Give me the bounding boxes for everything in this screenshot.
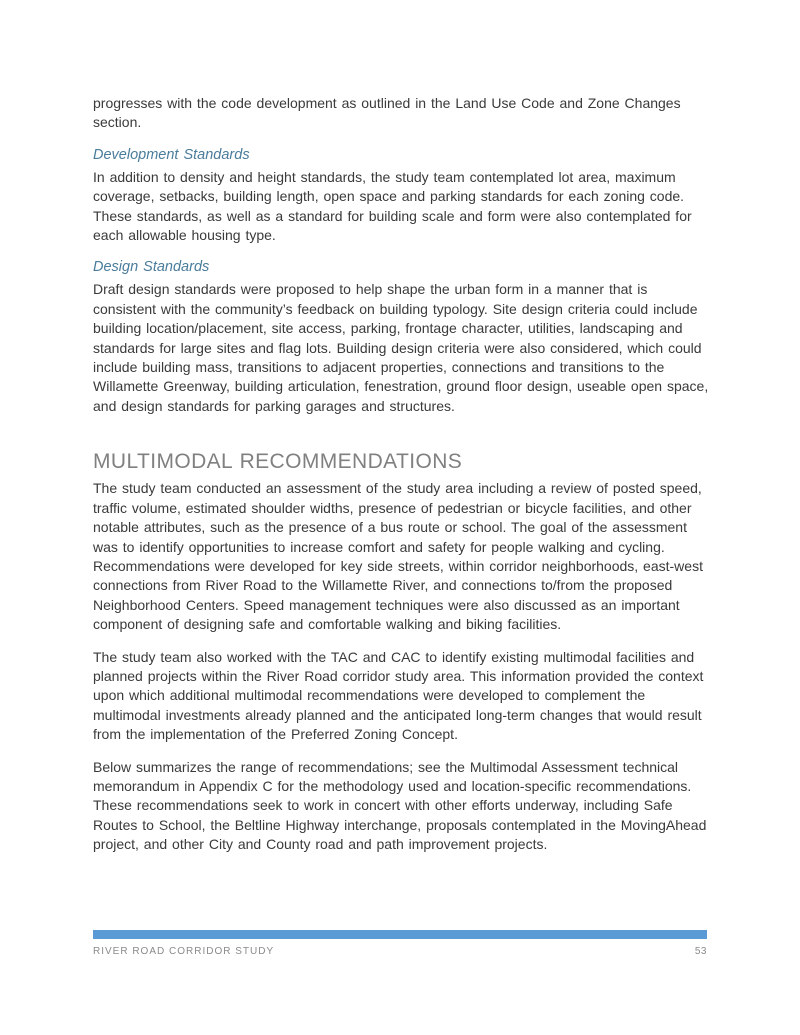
- subsection-heading-development-standards: Development Standards: [93, 146, 250, 163]
- body-paragraph-design-standards: Draft design standards were proposed to help shape the urban form in a manner that is consistent with the community’s feedback on building typology. Site design criteria could include building location/placement, site access, parking, frontage character, utilities, landscaping and standards for large sites and flag lots. Building design criteria were also considered, which could include building mass, transitions to adjacent properties, connections and transitions to the Willamette Greenway, building articulation, fenestration, ground floor design, useable open space, and design standards for parking garages and structures.: [93, 281, 709, 414]
- body-paragraph-development-standards: In addition to density and height standards, the study team contemplated lot area, maximum coverage, setbacks, building length, open space and parking standards for each zoning code. These standards, as well as a standard for building scale and form were also contemplated for each allowable housing type.: [93, 168, 692, 244]
- page-footer: [93, 946, 707, 957]
- section-heading-multimodal-recommendations: MULTIMODAL RECOMMENDATIONS: [93, 450, 463, 474]
- footer-document-title: RIVER ROAD CORRIDOR STUDY: [93, 946, 275, 957]
- subsection-heading-design-standards: Design Standards: [93, 259, 210, 276]
- footer-rule: [93, 930, 707, 939]
- body-paragraph-continuation: progresses with the code development as outlined in the Land Use Code and Zone Changes section.: [93, 95, 681, 131]
- page-content: [93, 94, 713, 868]
- footer-page-number: 53: [694, 946, 707, 957]
- body-paragraph-multimodal-3: Below summarizes the range of recommendations; see the Multimodal Assessment technical memorandum in Appendix C for the methodology used and location-specific recommendations. These recommendations seek to work in concert with other efforts underway, including Safe Routes to School, the Beltline Highway interchange, proposals contemplated in the MovingAhead project, and other City and County road and path improvement projects.: [93, 758, 707, 853]
- body-paragraph-multimodal-2: The study team also worked with the TAC and CAC to identify existing multimodal facilities and planned projects within the River Road corridor study area. This information provided the context upon which additional multimodal recommendations were developed to complement the multimodal investments already planned and the anticipated long-term changes that would result from the implementation of the Preferred Zoning Concept.: [93, 648, 704, 743]
- body-paragraph-multimodal-1: The study team conducted an assessment of the study area including a review of posted speed, traffic volume, estimated shoulder widths, presence of pedestrian or bicycle facilities, and other notable attributes, such as the presence of a bus route or school. The goal of the assessment was to identify opportunities to increase comfort and safety for people walking and cycling. Recommendations were developed for key side streets, within corridor neighborhoods, east-west connections from River Road to the Willamette River, and connections to/from the proposed Neighborhood Centers. Speed management techniques were also discussed as an important component of designing safe and comfortable walking and biking facilities.: [93, 480, 703, 633]
